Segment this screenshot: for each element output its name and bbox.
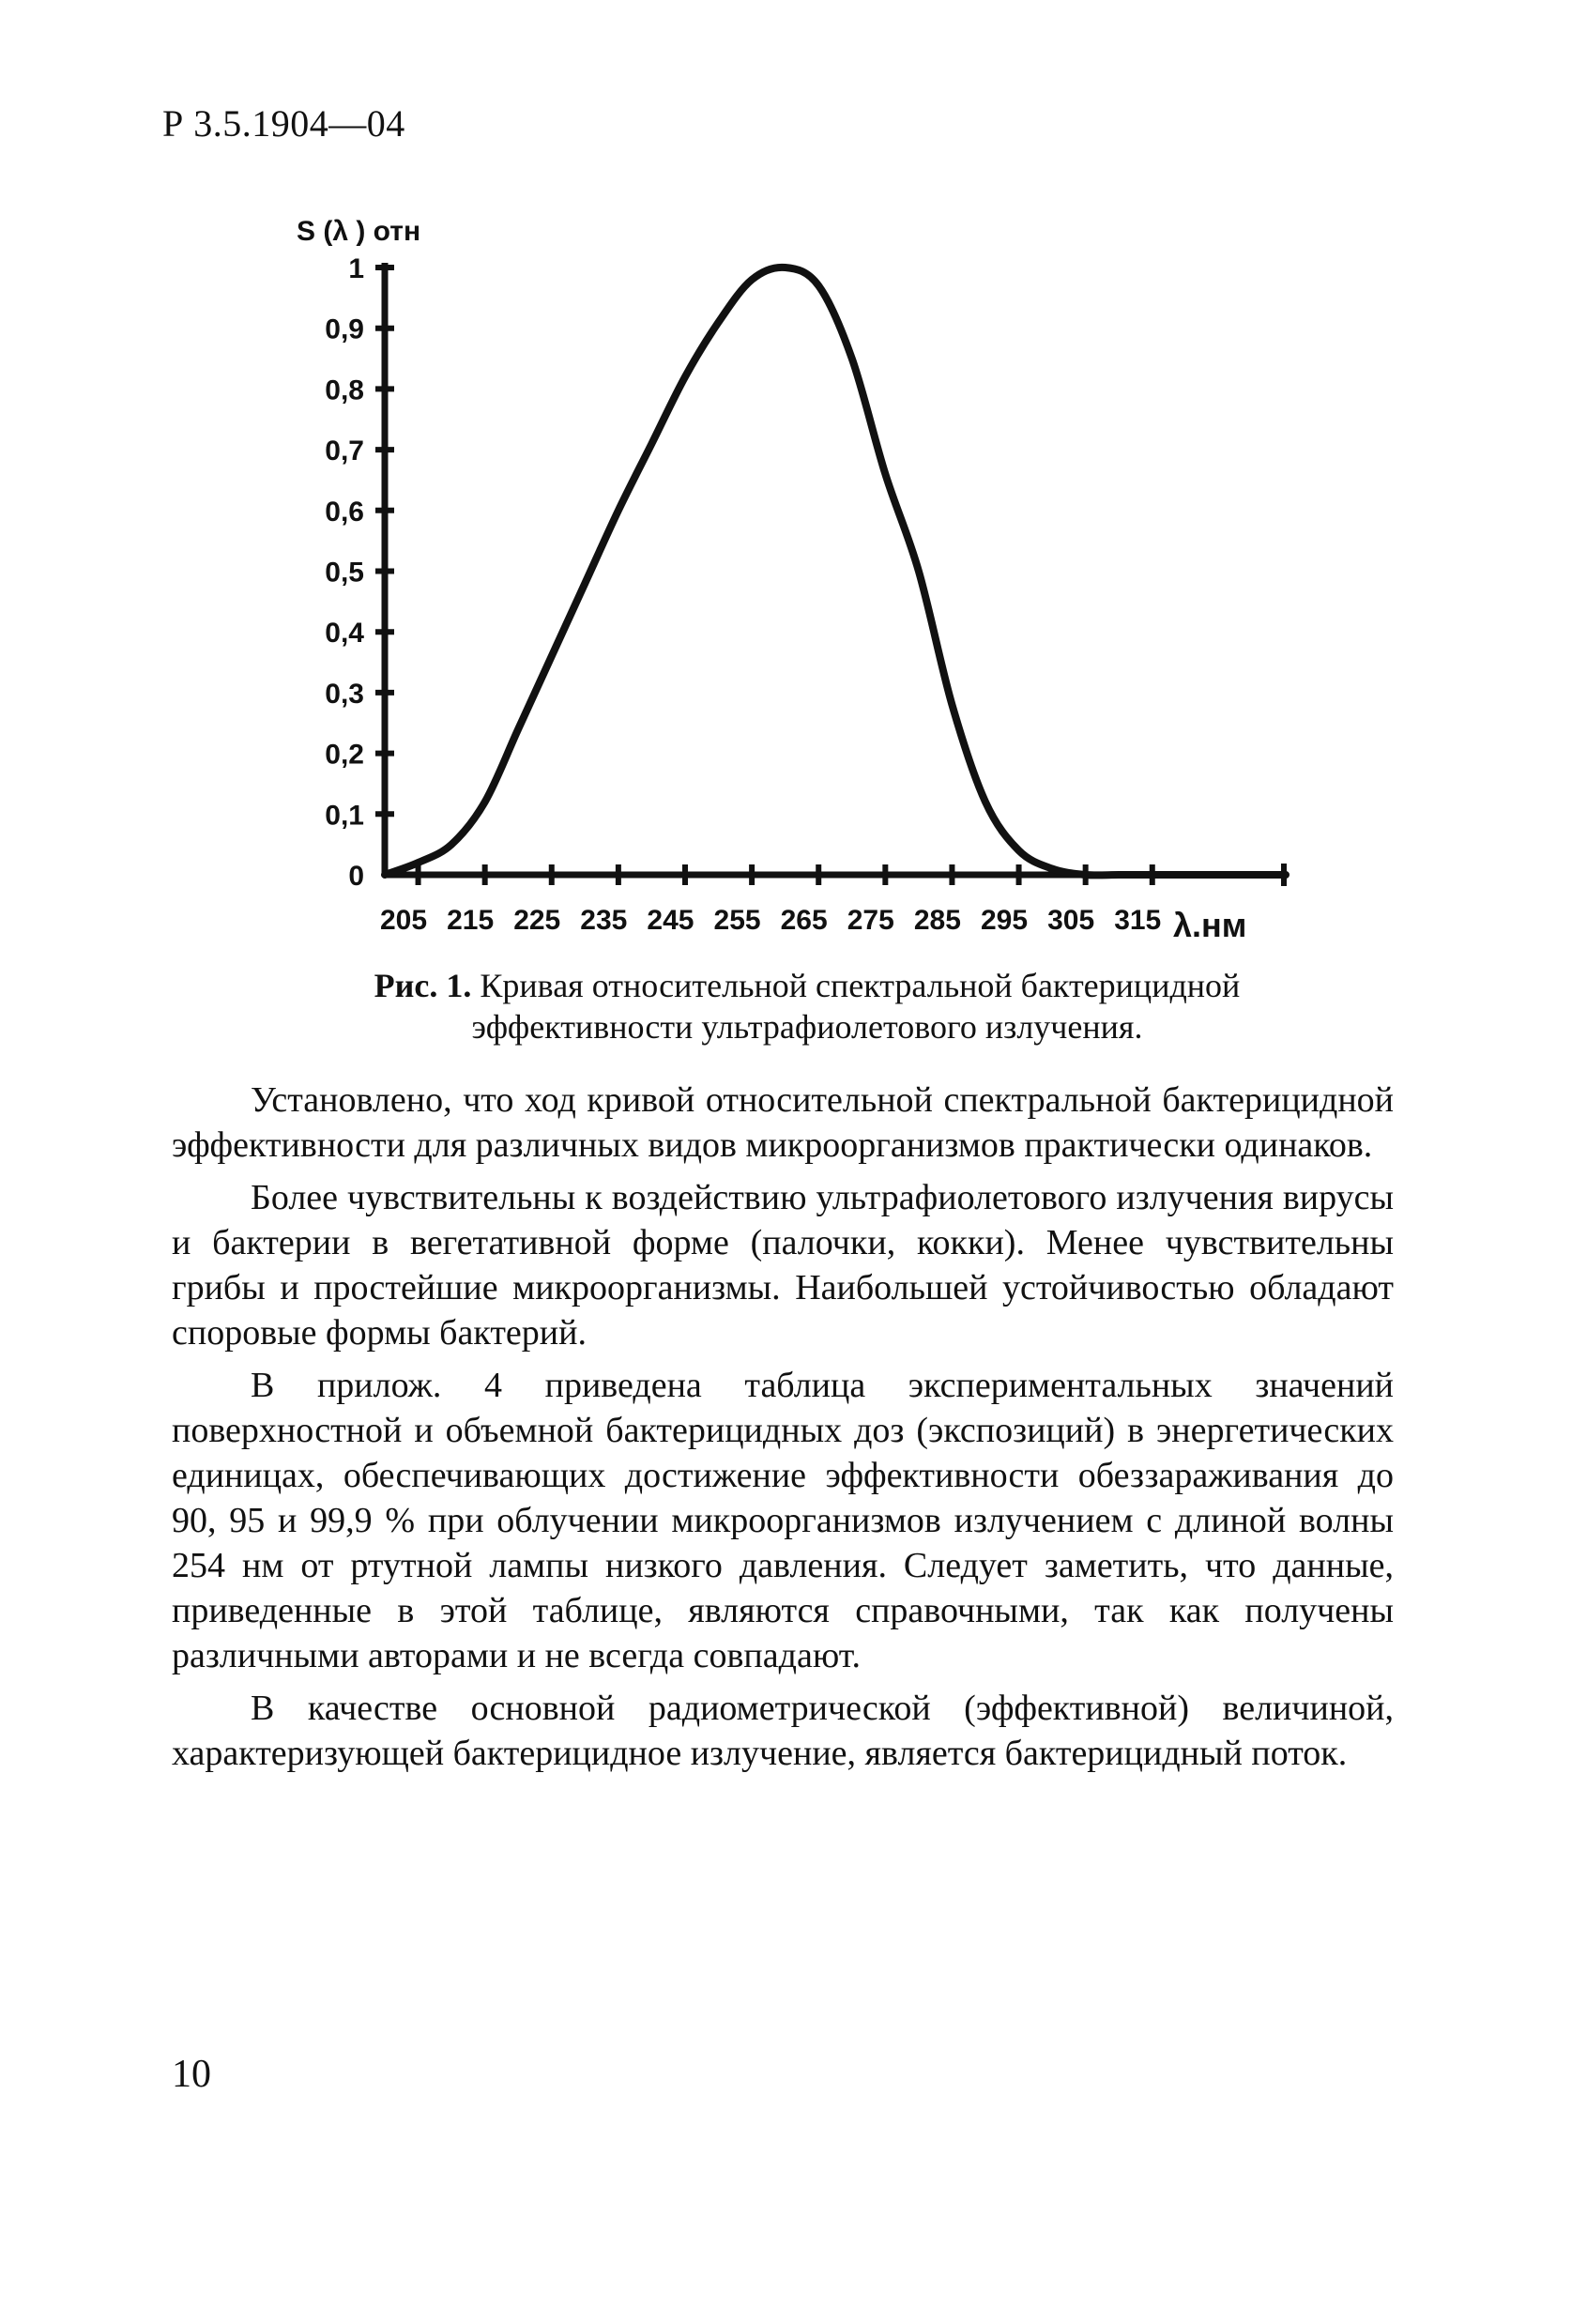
- body-text: [172, 1078, 1394, 1783]
- figure-spectral-curve: [272, 206, 1323, 976]
- x-tick-label: 275: [847, 905, 894, 936]
- x-tick-label: 285: [913, 905, 961, 936]
- x-tick-label: 295: [980, 905, 1029, 936]
- x-tick-label: 315: [1114, 905, 1162, 936]
- y-tick-label: 0,2: [325, 739, 364, 771]
- paragraph-2: Более чувствительны к воздействию ультрафиолетового излучения вирусы и бактерии в вегетативной форме (палочки, кокки). Менее чувствительны грибы и простейшие микроорганизмы. Наибольшей устойчивостью обладают споровые формы бактерий.: [172, 1178, 1394, 1353]
- paragraph-1: Установлено, что ход кривой относительной спектральной бактерицидной эффективности для различных видов микроорганизмов практически одинаков.: [172, 1080, 1394, 1165]
- y-tick-label: 0: [348, 861, 364, 892]
- y-tick-label: 0,3: [325, 678, 364, 710]
- y-tick-label: 0,7: [325, 436, 364, 467]
- x-tick-label: 265: [780, 905, 828, 936]
- y-tick-label: 1: [348, 253, 364, 284]
- x-tick-label: 255: [713, 905, 761, 936]
- x-tick-label: 215: [447, 905, 495, 936]
- x-tick-label: 225: [513, 905, 561, 936]
- y-tick-label: 0,4: [325, 618, 364, 650]
- chart-svg: [272, 206, 1323, 976]
- y-tick-label: 0,1: [325, 800, 364, 832]
- y-tick-label: 0,6: [325, 496, 364, 527]
- caption-line2: эффективности ультрафиолетового излучения.: [471, 1008, 1143, 1046]
- x-axis-label: λ.нм: [1173, 906, 1247, 944]
- paragraph-4: В качестве основной радиометрической (эффективной) величиной, характеризующей бактерицидное излучение, является бактерицидный поток.: [172, 1689, 1394, 1773]
- series-line: [385, 268, 1286, 876]
- y-axis-label: S (λ ) отн: [297, 216, 421, 247]
- paragraph-3: В прилож. 4 приведена таблица экспериментальных значений поверхностной и объемной бактерицидных доз (экспозиций) в энергетических единицах, обеспечивающих достижение эффективности обеззараживания до 90, 95 и 99,9 % при облучении микроорганизмов излучением с длиной волны 254 нм от ртутной лампы низкого давления. Следует заметить, что данные, приведенные в этой таблице, являются справочными, так как получены различными авторами и не всегда совпадают.: [172, 1366, 1394, 1675]
- document-code: Р 3.5.1904—04: [162, 102, 405, 145]
- caption-line1: Кривая относительной спектральной бактерицидной: [480, 967, 1241, 1004]
- caption-label: Рис. 1.: [374, 967, 472, 1004]
- y-tick-label: 0,9: [325, 313, 364, 345]
- x-tick-label: 235: [580, 905, 628, 936]
- x-tick-label: 245: [647, 905, 694, 936]
- page-number: 10: [172, 2053, 211, 2096]
- y-tick-label: 0,8: [325, 375, 364, 406]
- x-tick-label: 305: [1047, 905, 1095, 936]
- figure-caption: [282, 965, 1333, 1047]
- x-tick-label: 205: [379, 905, 428, 936]
- y-tick-label: 0,5: [325, 557, 364, 589]
